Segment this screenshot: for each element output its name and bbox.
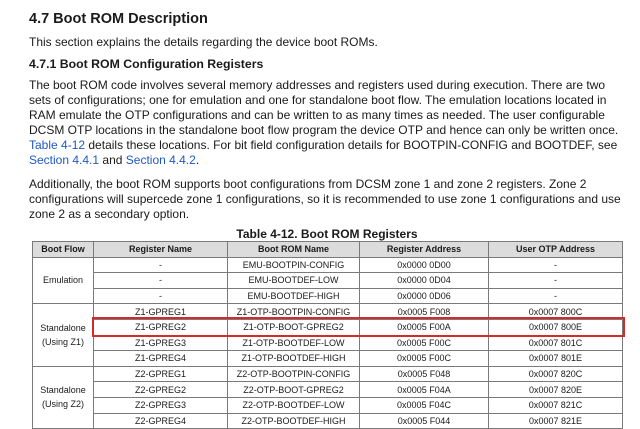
cell-register-address: 0x0000 0D06 <box>360 288 489 304</box>
cell-boot-rom-name: EMU-BOOTDEF-HIGH <box>228 288 360 304</box>
group-standalone-z2-line1: Standalone <box>40 385 86 396</box>
boot-rom-registers-table <box>32 241 623 429</box>
section-4-4-1-link[interactable]: Section 4.4.1 <box>29 153 100 167</box>
group-standalone-z2 <box>33 366 94 428</box>
document-page <box>29 9 625 429</box>
cell-register-address: 0x0005 F04C <box>360 397 489 413</box>
header-register-name: Register Name <box>94 242 228 258</box>
table-row <box>33 304 623 320</box>
group-standalone-z2-line2: (Using Z2) <box>41 399 84 410</box>
cell-register-address: 0x0005 F008 <box>360 304 489 320</box>
group-standalone-z1 <box>33 304 94 366</box>
cell-boot-rom-name: EMU-BOOTDEF-LOW <box>228 273 360 289</box>
table-row-highlighted <box>33 319 623 335</box>
group-standalone-z1-line2: (Using Z1) <box>41 337 84 348</box>
section-title: 4.7 Boot ROM Description <box>29 11 208 27</box>
cell-register-address: 0x0005 F00C <box>360 351 489 367</box>
cell-boot-rom-name: Z1-OTP-BOOT-GPREG2 <box>228 319 360 335</box>
cell-register-address: 0x0000 0D04 <box>360 273 489 289</box>
cell-register-name: Z1-GPREG4 <box>94 351 228 367</box>
cell-register-name: Z1-GPREG3 <box>94 335 228 351</box>
table-row <box>33 366 623 382</box>
section-intro: This section explains the details regarding the device boot ROMs. <box>29 35 378 49</box>
cell-boot-rom-name: Z1-OTP-BOOTDEF-HIGH <box>228 351 360 367</box>
table-row <box>33 288 623 304</box>
cell-register-address: 0x0005 F00A <box>360 319 489 335</box>
cell-user-otp-address: 0x0007 821E <box>489 413 623 429</box>
para1-text-a: The boot ROM code involves several memory addresses and registers used during execution. There are two sets of configurations; one for emulation and one for standalone boot flow. The emulation locations located in RAM emulate the OTP configurations and can be written to as many times as needed. The user configurable DCSM OTP locations in the standalone boot flow program the device OTP and hence can only be written once. <box>29 78 619 137</box>
table-row <box>33 273 623 289</box>
header-user-otp-address: User OTP Address <box>489 242 623 258</box>
cell-user-otp-address: 0x0007 821C <box>489 397 623 413</box>
group-standalone-z1-line1: Standalone <box>40 323 86 334</box>
cell-user-otp-address: 0x0007 800E <box>489 319 623 335</box>
table-header-row <box>33 242 623 258</box>
cell-register-name: Z1-GPREG1 <box>94 304 228 320</box>
table-row <box>33 382 623 398</box>
cell-register-name: Z2-GPREG3 <box>94 397 228 413</box>
cell-user-otp-address: 0x0007 801C <box>489 335 623 351</box>
cell-register-name: Z2-GPREG4 <box>94 413 228 429</box>
paragraph-config <box>29 78 625 168</box>
table-row <box>33 351 623 367</box>
cell-user-otp-address: 0x0007 801E <box>489 351 623 367</box>
cell-user-otp-address: 0x0007 820E <box>489 382 623 398</box>
cell-user-otp-address: - <box>489 257 623 273</box>
cell-user-otp-address: - <box>489 288 623 304</box>
cell-user-otp-address: - <box>489 273 623 289</box>
para1-text-d: . <box>195 153 200 167</box>
cell-register-address: 0x0005 F00C <box>360 335 489 351</box>
cell-register-name: Z2-GPREG2 <box>94 382 228 398</box>
table-row <box>33 257 623 273</box>
subsection-title: 4.7.1 Boot ROM Configuration Registers <box>29 57 264 71</box>
cell-boot-rom-name: Z2-OTP-BOOTDEF-LOW <box>228 397 360 413</box>
cell-boot-rom-name: Z1-OTP-BOOTPIN-CONFIG <box>228 304 360 320</box>
cell-register-name: Z2-GPREG1 <box>94 366 228 382</box>
cell-register-name: - <box>94 288 228 304</box>
para1-text-b: details these locations. For bit field configuration details for BOOTPIN-CONFIG and BOOTDEF, see <box>85 138 618 152</box>
cell-register-name: - <box>94 257 228 273</box>
cell-register-address: 0x0000 0D00 <box>360 257 489 273</box>
paragraph-zones: Additionally, the boot ROM supports boot configurations from DCSM zone 1 and zone 2 registers. Zone 2 configurations will supercede zone 1 configurations, so it is recommended to use zone 1 configurations and use zone 2 as a secondary option. <box>29 177 621 221</box>
cell-user-otp-address: 0x0007 800C <box>489 304 623 320</box>
header-boot-rom-name: Boot ROM Name <box>228 242 360 258</box>
cell-boot-rom-name: EMU-BOOTPIN-CONFIG <box>228 257 360 273</box>
table-4-12-link[interactable]: Table 4-12 <box>29 138 86 152</box>
cell-register-name: Z1-GPREG2 <box>94 319 228 335</box>
cell-user-otp-address: 0x0007 820C <box>489 366 623 382</box>
header-register-address: Register Address <box>360 242 489 258</box>
table-row <box>33 413 623 429</box>
table-caption: Table 4-12. Boot ROM Registers <box>236 227 418 241</box>
header-boot-flow: Boot Flow <box>33 242 94 258</box>
section-4-4-2-link[interactable]: Section 4.4.2 <box>125 153 196 167</box>
cell-boot-rom-name: Z2-OTP-BOOTPIN-CONFIG <box>228 366 360 382</box>
para1-text-c: and <box>99 153 126 167</box>
cell-boot-rom-name: Z2-OTP-BOOT-GPREG2 <box>228 382 360 398</box>
cell-register-address: 0x0005 F044 <box>360 413 489 429</box>
table-row <box>33 335 623 351</box>
cell-register-name: - <box>94 273 228 289</box>
cell-boot-rom-name: Z1-OTP-BOOTDEF-LOW <box>228 335 360 351</box>
cell-boot-rom-name: Z2-OTP-BOOTDEF-HIGH <box>228 413 360 429</box>
table-row <box>33 397 623 413</box>
cell-register-address: 0x0005 F048 <box>360 366 489 382</box>
group-emulation: Emulation <box>33 257 94 304</box>
cell-register-address: 0x0005 F04A <box>360 382 489 398</box>
